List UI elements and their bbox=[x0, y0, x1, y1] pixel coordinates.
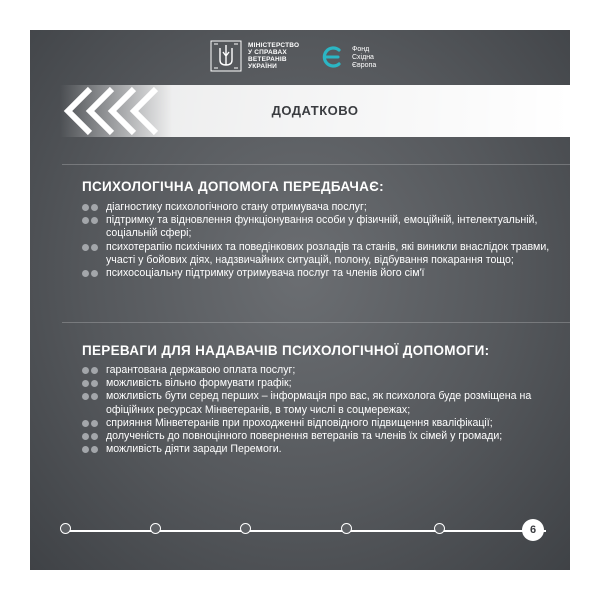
chevrons-left-icon bbox=[60, 85, 170, 137]
list-item bbox=[82, 417, 562, 430]
list-item-text: психотерапію психічних та поведінкових розладів та станів, які виникли внаслідок травми, участі у бойових діях, надзвичайних ситуацій, полону, відбування покарання тощо; bbox=[106, 240, 550, 266]
list-item-text: долученість до повноцінного повернення ветеранів та членів їх сімей у громади; bbox=[106, 430, 503, 443]
list-item bbox=[82, 443, 562, 456]
page-progress bbox=[58, 518, 558, 542]
list-item-text: психосоціальну підтримку отримувача послуг та членів його сім'ї bbox=[106, 267, 425, 280]
divider-top bbox=[62, 164, 570, 165]
bullet-dots-icon bbox=[82, 433, 102, 441]
divider-middle bbox=[62, 322, 570, 323]
list-item-text: підтримку та відновлення функціонування особи у фізичній, емоційній, інтелектуальній, соціальній сфері; bbox=[106, 214, 538, 240]
list-item-text: можливість діяти заради Перемоги. bbox=[106, 443, 282, 456]
fund-e-logo-icon bbox=[318, 42, 344, 74]
fund-logo bbox=[318, 42, 408, 78]
list-item bbox=[82, 214, 562, 240]
step-1[interactable] bbox=[60, 523, 71, 534]
list-item-text: сприяння Мінветеранів при проходженні відповідного підвищення кваліфікації; bbox=[106, 416, 493, 429]
section2-title: ПЕРЕВАГИ ДЛЯ НАДАВАЧІВ ПСИХОЛОГІЧНОЇ ДОПОМОГИ: bbox=[82, 343, 490, 358]
step-4[interactable] bbox=[341, 523, 352, 534]
step-5[interactable] bbox=[434, 523, 445, 534]
progress-line bbox=[66, 530, 546, 532]
bullet-dots-icon bbox=[82, 270, 102, 278]
bullet-dots-icon bbox=[82, 244, 102, 252]
slide-card bbox=[30, 30, 570, 570]
list-item bbox=[82, 241, 562, 267]
list-item-text: гарантована державою оплата послуг; bbox=[106, 364, 296, 376]
bullet-dots-icon bbox=[82, 420, 102, 428]
bullet-dots-icon bbox=[82, 367, 102, 375]
list-item bbox=[82, 430, 562, 443]
section1-list bbox=[82, 201, 562, 280]
list-item bbox=[82, 267, 562, 280]
bullet-dots-icon bbox=[82, 380, 102, 388]
ministry-name: МІНІСТЕРСТВО У СПРАВАХ ВЕТЕРАНІВ УКРАЇНИ bbox=[248, 42, 300, 70]
trident-emblem-icon bbox=[210, 40, 242, 72]
current-page-number[interactable]: 6 bbox=[522, 519, 544, 541]
step-2[interactable] bbox=[150, 523, 161, 534]
bullet-dots-icon bbox=[82, 393, 102, 401]
list-item bbox=[82, 201, 562, 214]
ministry-logo bbox=[210, 40, 330, 76]
list-item bbox=[82, 364, 562, 377]
banner-title: ДОДАТКОВО bbox=[271, 103, 359, 118]
list-item-text: можливість вільно формувати графік; bbox=[106, 377, 292, 390]
bullet-dots-icon bbox=[82, 204, 102, 212]
bullet-dots-icon bbox=[82, 446, 102, 454]
list-item bbox=[82, 377, 562, 390]
section1-title: ПСИХОЛОГІЧНА ДОПОМОГА ПЕРЕДБАЧАЄ: bbox=[82, 179, 384, 194]
list-item-text: можливість бути серед перших – інформація про вас, як психолога буде розміщена на офіційних ресурсах Мінветеранів, в тому числі в соцмережах; bbox=[106, 390, 532, 416]
fund-name: Фонд Східна Європа bbox=[352, 46, 377, 69]
bullet-dots-icon bbox=[82, 217, 102, 225]
step-3[interactable] bbox=[240, 523, 251, 534]
list-item bbox=[82, 390, 562, 416]
section2-list bbox=[82, 364, 562, 456]
list-item-text: діагностику психологічного стану отримувача послуг; bbox=[106, 201, 367, 213]
